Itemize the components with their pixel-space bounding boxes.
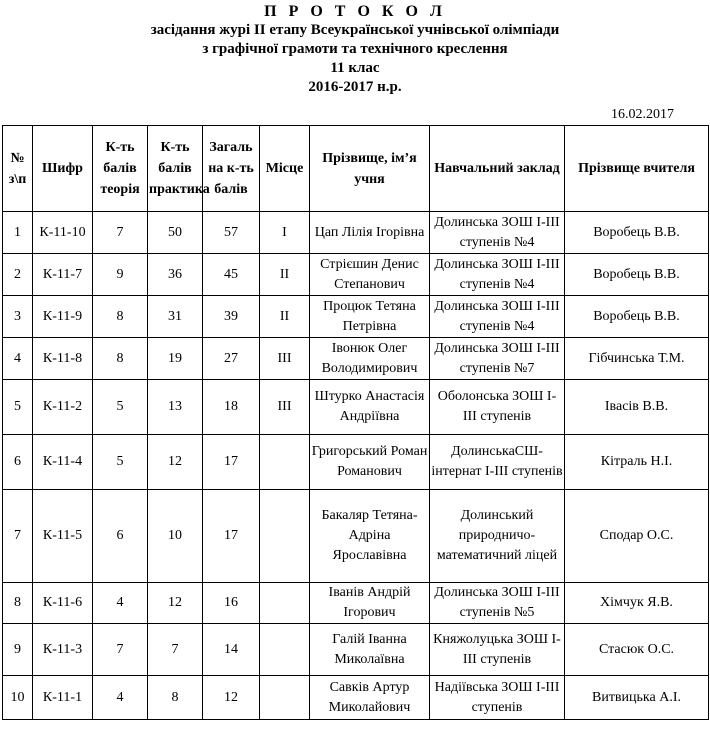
cell-num: 5 bbox=[3, 380, 33, 435]
cell-num: 1 bbox=[3, 212, 33, 254]
cell-place: ІІ bbox=[260, 296, 310, 338]
cell-place: ІІ bbox=[260, 254, 310, 296]
cell-practice: 12 bbox=[148, 583, 203, 624]
cell-school: Долинський природничо-математичний ліцей bbox=[430, 490, 565, 583]
cell-theory: 8 bbox=[93, 338, 148, 380]
cell-num: 2 bbox=[3, 254, 33, 296]
results-table bbox=[2, 125, 709, 720]
cell-total: 39 bbox=[203, 296, 260, 338]
table-row bbox=[3, 338, 709, 380]
table-row bbox=[3, 296, 709, 338]
cell-school: Долинська ЗОШ І-ІІІ ступенів №4 bbox=[430, 254, 565, 296]
cell-teacher: Івасів В.В. bbox=[565, 380, 709, 435]
cell-code: К-11-2 bbox=[33, 380, 93, 435]
cell-theory: 5 bbox=[93, 435, 148, 490]
cell-place: ІІІ bbox=[260, 338, 310, 380]
header-line-4: 2016-2017 н.р. bbox=[308, 79, 402, 95]
cell-theory: 4 bbox=[93, 676, 148, 720]
cell-theory: 7 bbox=[93, 624, 148, 676]
cell-total: 16 bbox=[203, 583, 260, 624]
header-col-teacher: Прізвище вчителя bbox=[565, 126, 709, 212]
cell-code: К-11-4 bbox=[33, 435, 93, 490]
header-line-2: з графічної грамоти та технічного креслення bbox=[202, 41, 508, 57]
cell-num: 4 bbox=[3, 338, 33, 380]
cell-student: Штурко Анастасія Андріївна bbox=[310, 380, 430, 435]
cell-num: 8 bbox=[3, 583, 33, 624]
cell-student: Галій Іванна Миколаївна bbox=[310, 624, 430, 676]
cell-teacher: Стасюк О.С. bbox=[565, 624, 709, 676]
cell-school: Долинська ЗОШ І-ІІІ ступенів №4 bbox=[430, 296, 565, 338]
header-col-school: Навчальний заклад bbox=[430, 126, 565, 212]
header-col-num: № з\п bbox=[3, 126, 33, 212]
cell-teacher: Сподар О.С. bbox=[565, 490, 709, 583]
cell-student: Процюк Тетяна Петрівна bbox=[310, 296, 430, 338]
cell-practice: 19 bbox=[148, 338, 203, 380]
cell-place bbox=[260, 583, 310, 624]
cell-total: 14 bbox=[203, 624, 260, 676]
cell-student: Бакаляр Тетяна-Адріна Ярославівна bbox=[310, 490, 430, 583]
cell-num: 3 bbox=[3, 296, 33, 338]
cell-school: Долинська ЗОШ І-ІІІ ступенів №7 bbox=[430, 338, 565, 380]
cell-total: 45 bbox=[203, 254, 260, 296]
table-row bbox=[3, 212, 709, 254]
table-row bbox=[3, 676, 709, 720]
cell-theory: 6 bbox=[93, 490, 148, 583]
cell-practice: 31 bbox=[148, 296, 203, 338]
cell-practice: 50 bbox=[148, 212, 203, 254]
protocol-date: 16.02.2017 bbox=[611, 107, 674, 122]
cell-code: К-11-1 bbox=[33, 676, 93, 720]
cell-code: К-11-7 bbox=[33, 254, 93, 296]
header-col-place: Місце bbox=[260, 126, 310, 212]
cell-practice: 8 bbox=[148, 676, 203, 720]
cell-school: Долинська ЗОШ І-ІІІ ступенів №5 bbox=[430, 583, 565, 624]
cell-school: ДолинськаСШ-інтернат І-ІІІ ступенів bbox=[430, 435, 565, 490]
cell-total: 27 bbox=[203, 338, 260, 380]
table-header-row bbox=[3, 126, 709, 212]
cell-practice: 13 bbox=[148, 380, 203, 435]
cell-code: К-11-6 bbox=[33, 583, 93, 624]
cell-num: 10 bbox=[3, 676, 33, 720]
header-col-total: Загаль на к-ть балів bbox=[203, 126, 260, 212]
cell-num: 7 bbox=[3, 490, 33, 583]
cell-practice: 12 bbox=[148, 435, 203, 490]
protocol-title: П Р О Т О К О Л bbox=[264, 3, 446, 20]
header-col-practice: К-ть балів практика bbox=[148, 126, 203, 212]
cell-num: 9 bbox=[3, 624, 33, 676]
cell-student: Івонюк Олег Володимирович bbox=[310, 338, 430, 380]
cell-total: 18 bbox=[203, 380, 260, 435]
cell-teacher: Воробець В.В. bbox=[565, 254, 709, 296]
cell-student: Григорський Роман Романович bbox=[310, 435, 430, 490]
cell-theory: 4 bbox=[93, 583, 148, 624]
cell-school: Оболонська ЗОШ І-ІІІ ступенів bbox=[430, 380, 565, 435]
cell-practice: 36 bbox=[148, 254, 203, 296]
cell-total: 17 bbox=[203, 435, 260, 490]
header-col-student: Прізвище, ім’я учня bbox=[310, 126, 430, 212]
cell-code: К-11-8 bbox=[33, 338, 93, 380]
cell-practice: 10 bbox=[148, 490, 203, 583]
cell-theory: 8 bbox=[93, 296, 148, 338]
cell-teacher: Гібчинська Т.М. bbox=[565, 338, 709, 380]
cell-place: ІІІ bbox=[260, 380, 310, 435]
cell-practice: 7 bbox=[148, 624, 203, 676]
table-row bbox=[3, 380, 709, 435]
cell-student: Савків Артур Миколайович bbox=[310, 676, 430, 720]
cell-student: Іванів Андрій Ігорович bbox=[310, 583, 430, 624]
cell-school: Надіївська ЗОШ І-ІІІ ступенів bbox=[430, 676, 565, 720]
table-row bbox=[3, 435, 709, 490]
cell-place bbox=[260, 435, 310, 490]
cell-school: Долинська ЗОШ І-ІІІ ступенів №4 bbox=[430, 212, 565, 254]
table-row bbox=[3, 583, 709, 624]
cell-teacher: Хімчук Я.В. bbox=[565, 583, 709, 624]
cell-code: К-11-3 bbox=[33, 624, 93, 676]
cell-student: Цап Лілія Ігорівна bbox=[310, 212, 430, 254]
cell-place bbox=[260, 676, 310, 720]
cell-school: Княжолуцька ЗОШ І-ІІІ ступенів bbox=[430, 624, 565, 676]
cell-teacher: Витвицька А.І. bbox=[565, 676, 709, 720]
cell-num: 6 bbox=[3, 435, 33, 490]
header-col-theory: К-ть балів теорія bbox=[93, 126, 148, 212]
cell-code: К-11-9 bbox=[33, 296, 93, 338]
document-header bbox=[0, 2, 710, 97]
cell-code: К-11-5 bbox=[33, 490, 93, 583]
cell-total: 12 bbox=[203, 676, 260, 720]
cell-total: 17 bbox=[203, 490, 260, 583]
cell-teacher: Воробець В.В. bbox=[565, 212, 709, 254]
header-line-3: 11 клас bbox=[330, 60, 380, 76]
header-col-code: Шифр bbox=[33, 126, 93, 212]
table-row bbox=[3, 490, 709, 583]
header-line-1: засідання журі ІІ етапу Всеукраїнської учнівської олімпіади bbox=[150, 22, 560, 38]
cell-theory: 5 bbox=[93, 380, 148, 435]
cell-teacher: Кітраль Н.І. bbox=[565, 435, 709, 490]
cell-theory: 9 bbox=[93, 254, 148, 296]
cell-total: 57 bbox=[203, 212, 260, 254]
cell-place: І bbox=[260, 212, 310, 254]
cell-theory: 7 bbox=[93, 212, 148, 254]
cell-place bbox=[260, 624, 310, 676]
table-row bbox=[3, 254, 709, 296]
cell-place bbox=[260, 490, 310, 583]
cell-teacher: Воробець В.В. bbox=[565, 296, 709, 338]
cell-code: К-11-10 bbox=[33, 212, 93, 254]
table-row bbox=[3, 624, 709, 676]
cell-student: Стрієшин Денис Степанович bbox=[310, 254, 430, 296]
